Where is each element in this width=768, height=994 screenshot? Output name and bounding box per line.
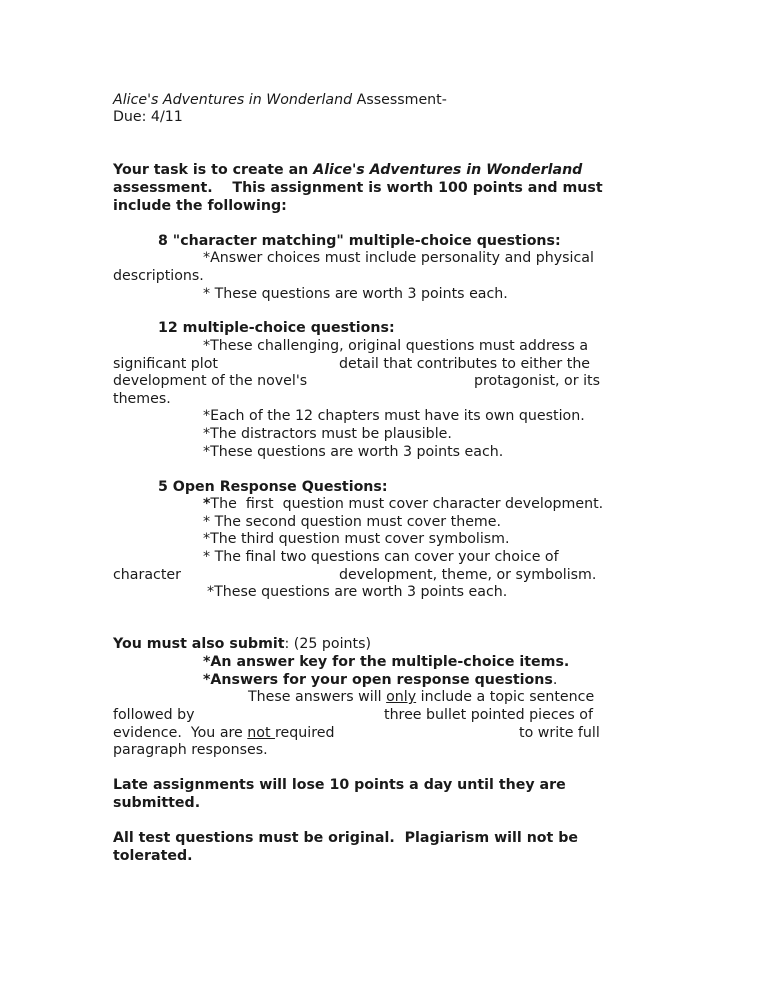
submit-line-2 — [203, 671, 557, 689]
intro-line-2: assessment. This assignment is worth 100 points and must — [113, 180, 603, 196]
intro-book-title: Alice's Adventures in Wonderland — [313, 162, 583, 178]
intro-line-1 — [113, 161, 582, 179]
underlined-not: not — [247, 725, 276, 741]
submit-line-3 — [248, 688, 594, 706]
submit-line-5 — [113, 724, 334, 742]
submit-line-5-a: evidence. You are — [113, 725, 248, 741]
plagiarism-line-1: All test questions must be original. Plagiarism will not be — [113, 830, 579, 846]
late-policy-line-2: submitted. — [113, 795, 201, 811]
section2-line-1: *These challenging, original questions must address a — [203, 338, 589, 354]
submit-heading — [113, 635, 371, 653]
section3-line-1 — [203, 495, 603, 513]
submit-line-4a: followed by — [113, 707, 195, 723]
submit-heading-bold: You must also submit — [113, 636, 285, 652]
section2-line-3b: protagonist, or its — [474, 373, 600, 389]
submit-line-5c: to write full — [519, 725, 600, 741]
plagiarism-line-2: tolerated. — [113, 848, 193, 864]
submit-line-3-a: These answers will — [248, 689, 387, 705]
section2-line-4: themes. — [113, 391, 171, 407]
section1-line-3: * These questions are worth 3 points each. — [203, 286, 508, 302]
submit-line-3-b: include a topic sentence — [416, 689, 595, 705]
submit-heading-points: : (25 points) — [284, 636, 372, 652]
title-suffix: Assessment- — [352, 92, 447, 108]
section3-line-1-text: The first question must cover character development. — [210, 496, 604, 512]
section2-line-5: *Each of the 12 chapters must have its own question. — [203, 408, 585, 424]
section3-line-4: * The final two questions can cover your choice of — [203, 549, 559, 565]
submit-line-4b: three bullet pointed pieces of — [384, 707, 593, 723]
submit-line-5-b: required — [275, 725, 335, 741]
due-date: Due: 4/11 — [113, 109, 183, 125]
submit-line-2-bold: *Answers for your open response questions — [203, 672, 553, 688]
section-heading-open-response: 5 Open Response Questions: — [158, 479, 388, 495]
section1-line-2: descriptions. — [113, 268, 204, 284]
assessment-title — [113, 91, 447, 109]
section-heading-character-matching: 8 "character matching" multiple-choice questions: — [158, 233, 561, 249]
section2-line-6: *The distractors must be plausible. — [203, 426, 452, 442]
underlined-only: only — [386, 689, 417, 705]
section2-line-2b: detail that contributes to either the — [339, 356, 591, 372]
submit-line-2-period: . — [552, 672, 558, 688]
section3-line-5a: character — [113, 567, 181, 583]
late-policy-line-1: Late assignments will lose 10 points a day until they are — [113, 777, 566, 793]
section1-line-1: *Answer choices must include personality and physical — [203, 250, 594, 266]
section3-line-5b: development, theme, or symbolism. — [339, 567, 597, 583]
submit-line-1: *An answer key for the multiple-choice items. — [203, 654, 570, 670]
intro-line-3: include the following: — [113, 198, 287, 214]
section2-line-2a: significant plot — [113, 356, 218, 372]
submit-line-6: paragraph responses. — [113, 742, 268, 758]
section3-line-2: * The second question must cover theme. — [203, 514, 501, 530]
section-heading-multiple-choice: 12 multiple-choice questions: — [158, 320, 395, 336]
section2-line-7: *These questions are worth 3 points each. — [203, 444, 504, 460]
bullet-star: * — [203, 496, 211, 512]
intro-text: Your task is to create an — [113, 162, 314, 178]
section3-line-3: *The third question must cover symbolism. — [203, 531, 510, 547]
section3-line-6: *These questions are worth 3 points each. — [207, 584, 508, 600]
book-title: Alice's Adventures in Wonderland — [113, 92, 353, 108]
section2-line-3a: development of the novel's — [113, 373, 308, 389]
